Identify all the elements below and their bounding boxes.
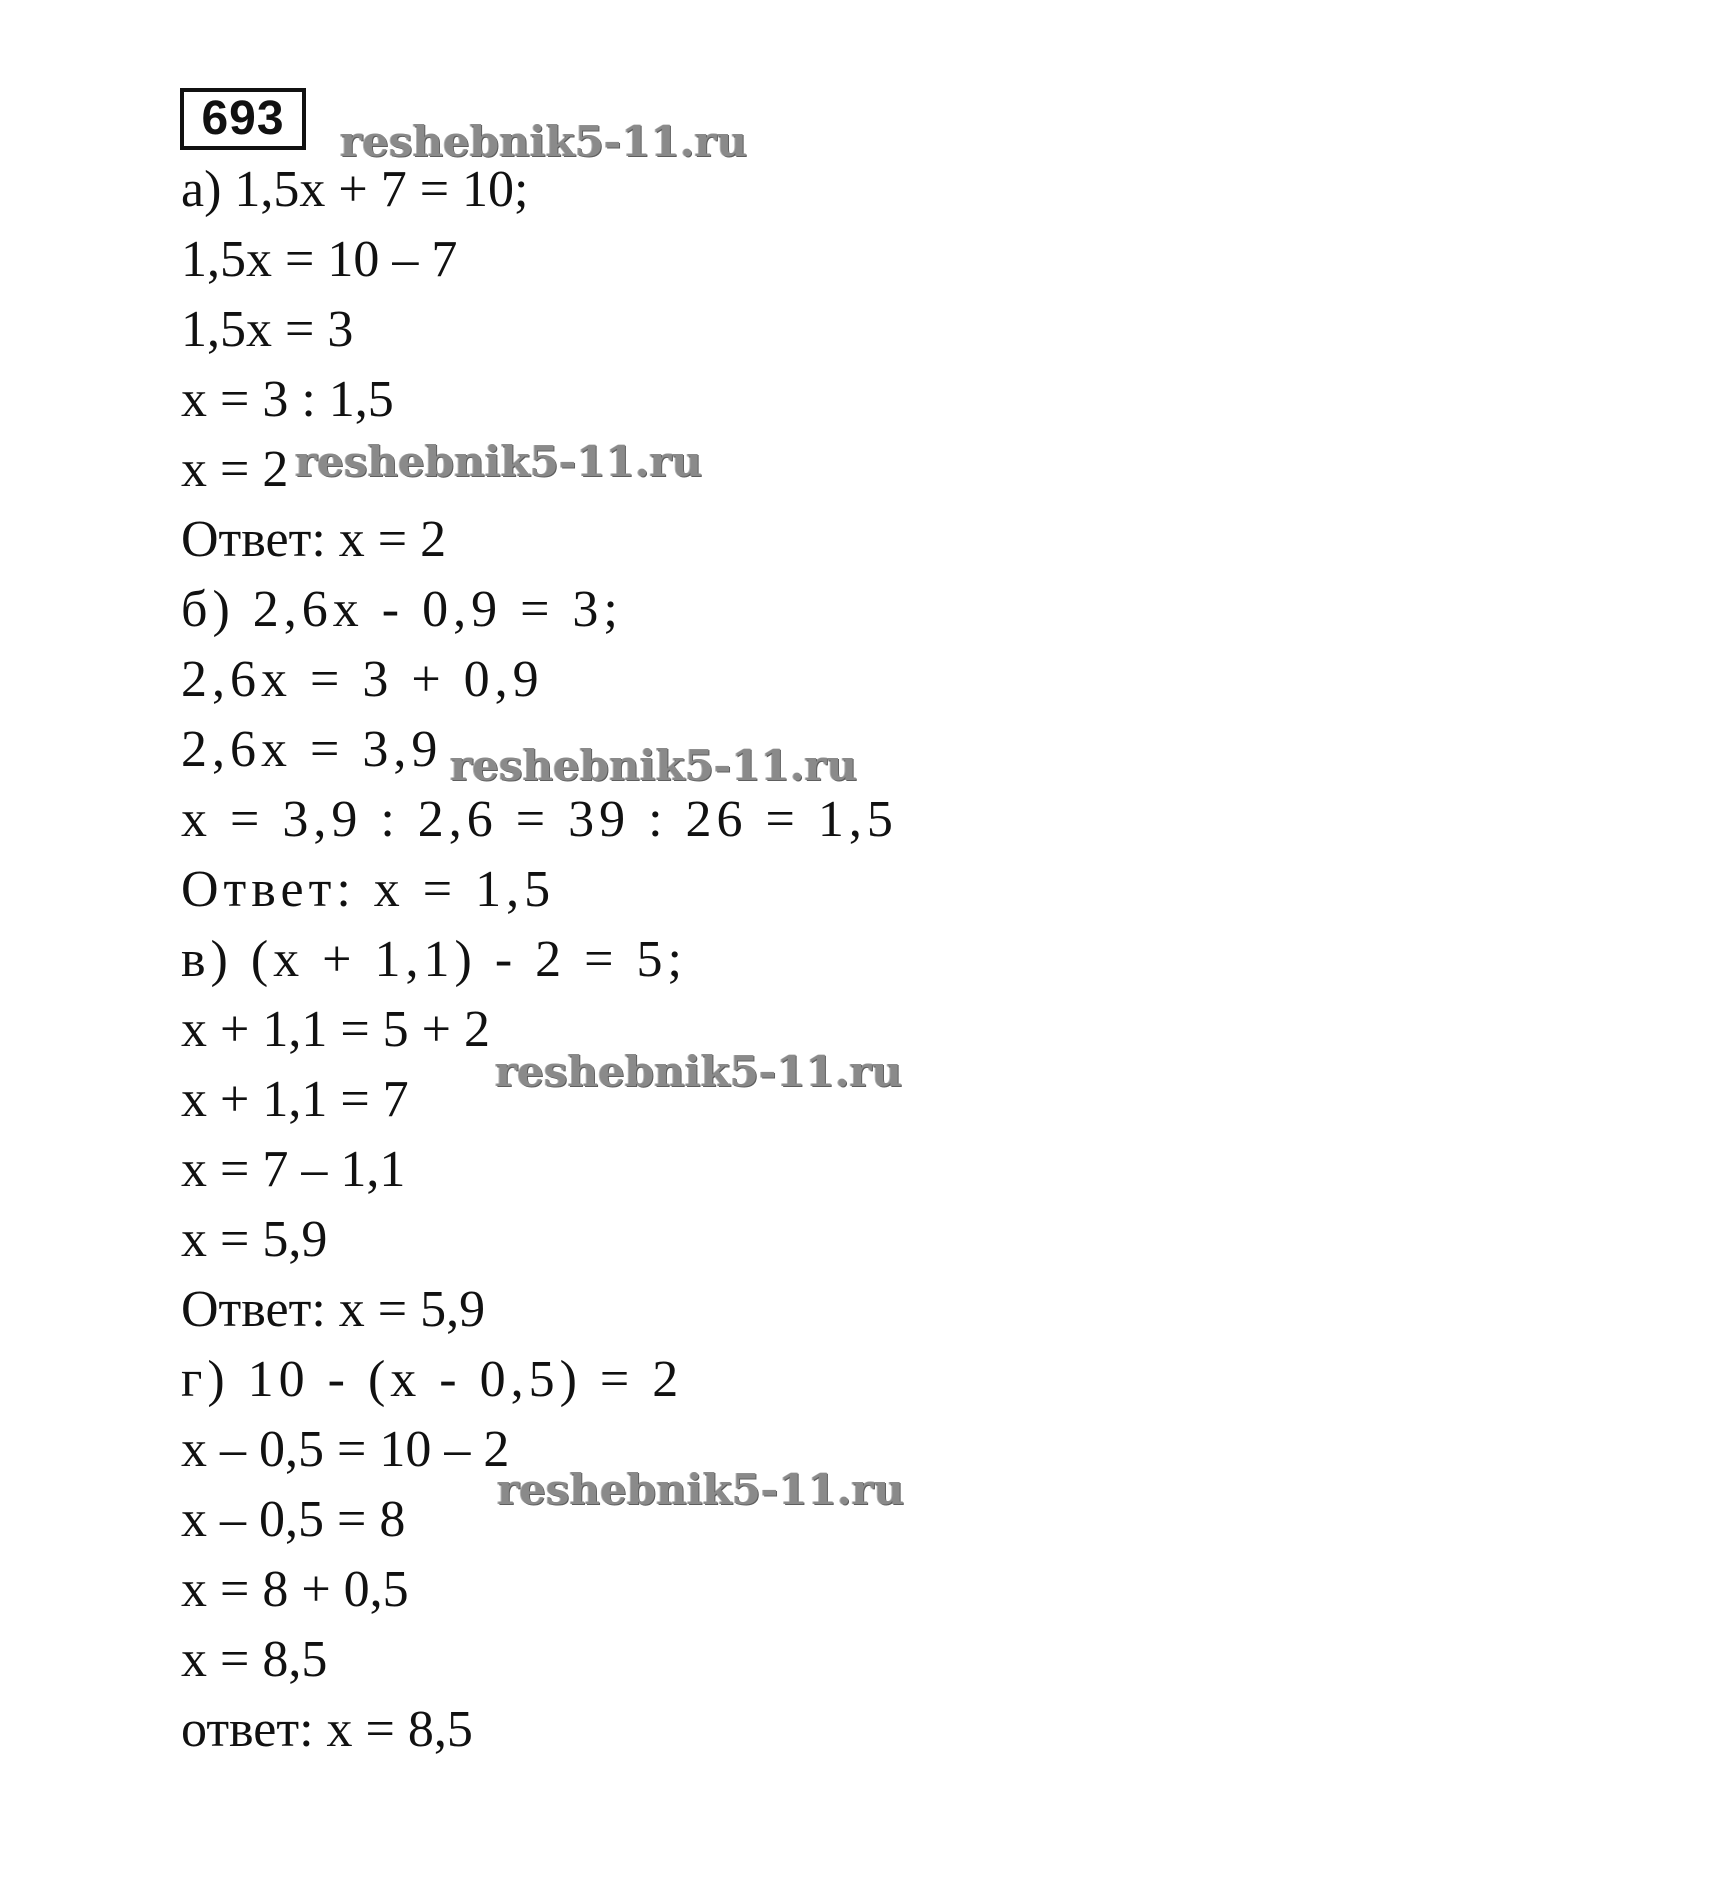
watermark: reshebnik5-11.ru [450,741,858,790]
solution-line: в) (x + 1,1) - 2 = 5; [181,931,687,988]
solution-line: x + 1,1 = 7 [181,1071,409,1128]
solution-line: 2,6x = 3 + 0,9 [181,651,544,708]
solution-line: 2,6x = 3,9 [181,721,443,778]
answer-line: Ответ: x = 1,5 [181,861,556,918]
solution-line: г) 10 - (x - 0,5) = 2 [181,1351,684,1408]
answer-line: ответ: x = 8,5 [181,1701,473,1758]
answer-line: Ответ: x = 5,9 [181,1281,486,1338]
watermark: reshebnik5-11.ru [340,117,748,166]
watermark: reshebnik5-11.ru [495,1047,903,1096]
solution-line: x – 0,5 = 8 [181,1491,406,1548]
solution-line: x = 7 – 1,1 [181,1141,406,1198]
watermark: reshebnik5-11.ru [295,437,703,486]
problem-number-box: 693 [180,88,306,150]
solution-line: а) 1,5x + 7 = 10; [181,161,529,218]
solution-line: б) 2,6x - 0,9 = 3; [181,581,623,638]
solution-line: x = 3,9 : 2,6 = 39 : 26 = 1,5 [181,791,898,848]
answer-line: Ответ: x = 2 [181,511,447,568]
solution-line: x + 1,1 = 5 + 2 [181,1001,490,1058]
solution-line: x = 5,9 [181,1211,328,1268]
solution-line: x – 0,5 = 10 – 2 [181,1421,510,1478]
solution-line: x = 8,5 [181,1631,328,1688]
solution-line: x = 8 + 0,5 [181,1561,409,1618]
solution-line: x = 3 : 1,5 [181,371,394,428]
solution-line: 1,5x = 3 [181,301,354,358]
watermark: reshebnik5-11.ru [497,1465,905,1514]
solution-line: x = 2 [181,441,289,498]
solution-line: 1,5x = 10 – 7 [181,231,458,288]
